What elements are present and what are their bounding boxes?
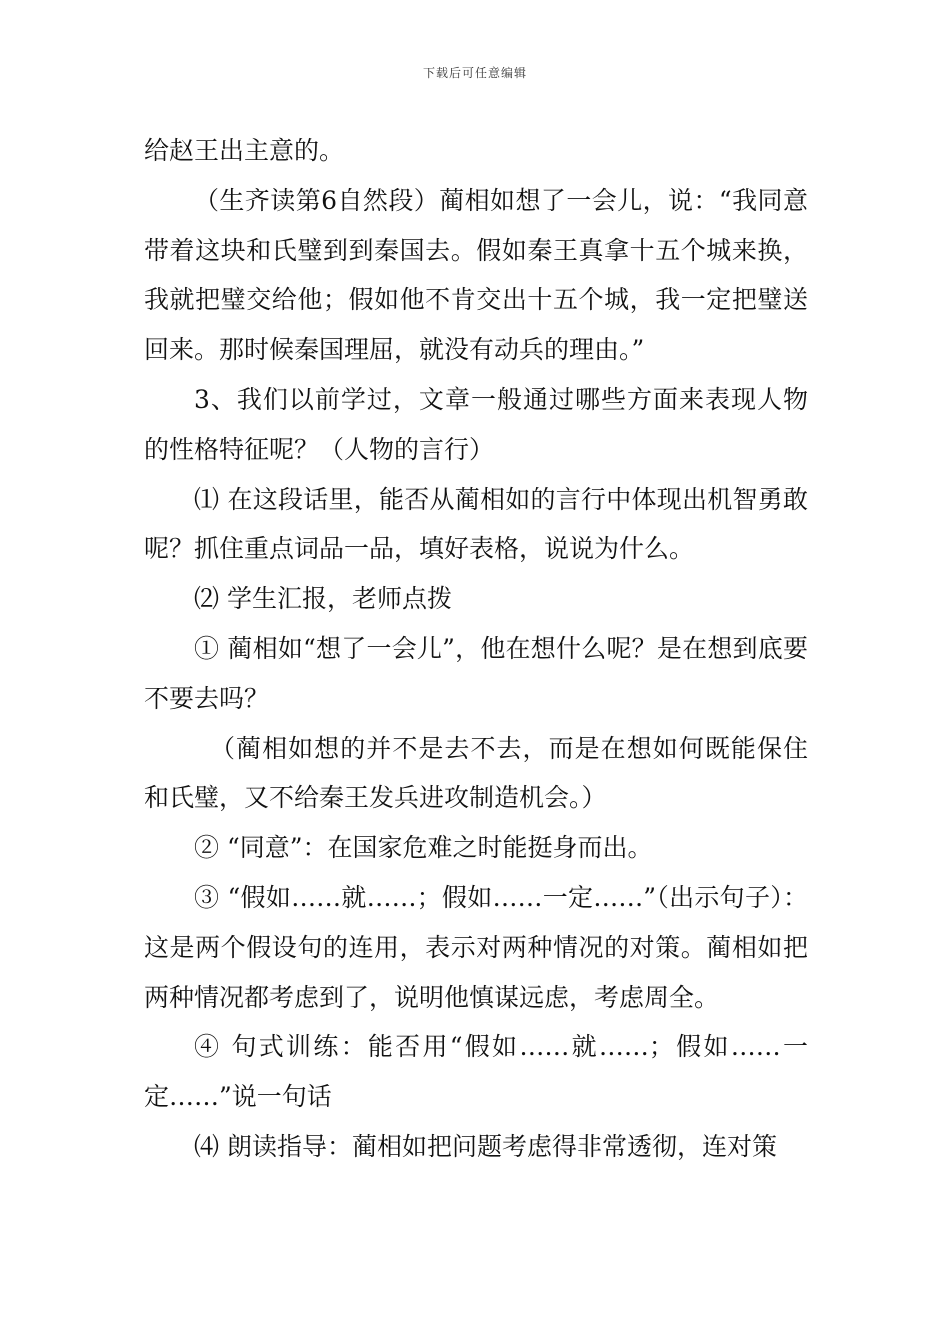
paragraph-continuation: 给赵王出主意的。 <box>144 136 345 165</box>
paragraph-point-3: ③ “假如……就……；假如……一定……”（出示句子）：这是两个假设句的连用，表示对两种情况的对策。蔺相如把两种情况都考虑到了，说明他慎谋远虑，考虑周全。 <box>144 882 808 1012</box>
paragraph-quote-reading: （生齐读第6自然段）蔺相如想了一会儿，说：“我同意带着这块和氏璧到到秦国去。假如秦王真拿十五个城来换，我就把璧交给他；假如他不肯交出十五个城，我一定把璧送回来。那时候秦国理屈，就没有动兵的理由。” <box>144 185 808 365</box>
paragraph-step-1: ⑴ 在这段话里，能否从蔺相如的言行中体现出机智勇敢呢？抓住重点词品一品，填好表格，说说为什么。 <box>144 484 808 564</box>
paragraph-point-4: ④ 句式训练：能否用“假如……就……；假如……一定……”说一句话 <box>144 1032 808 1112</box>
paragraph-point-1: ① 蔺相如“想了一会儿”，他在想什么呢？是在想到底要不要去吗？ <box>144 633 808 713</box>
document-body <box>144 126 808 1172</box>
paragraph-step-2: ⑵ 学生汇报，老师点拨 <box>194 584 452 614</box>
paragraph-question-3: 3、我们以前学过，文章一般通过哪些方面来表现人物的性格特征呢？（人物的言行） <box>144 384 808 464</box>
page-header: 下载后可任意编辑 <box>422 66 527 80</box>
paragraph-step-4: ⑷ 朗读指导：蔺相如把问题考虑得非常透彻，连对策 <box>194 1131 777 1161</box>
paragraph-point-1-answer: （蔺相如想的并不是去不去，而是在想如何既能保住和氏璧，又不给秦王发兵进攻制造机会。） <box>144 733 808 813</box>
paragraph-point-2: ② “同意”：在国家危难之时能挺身而出。 <box>194 833 653 863</box>
